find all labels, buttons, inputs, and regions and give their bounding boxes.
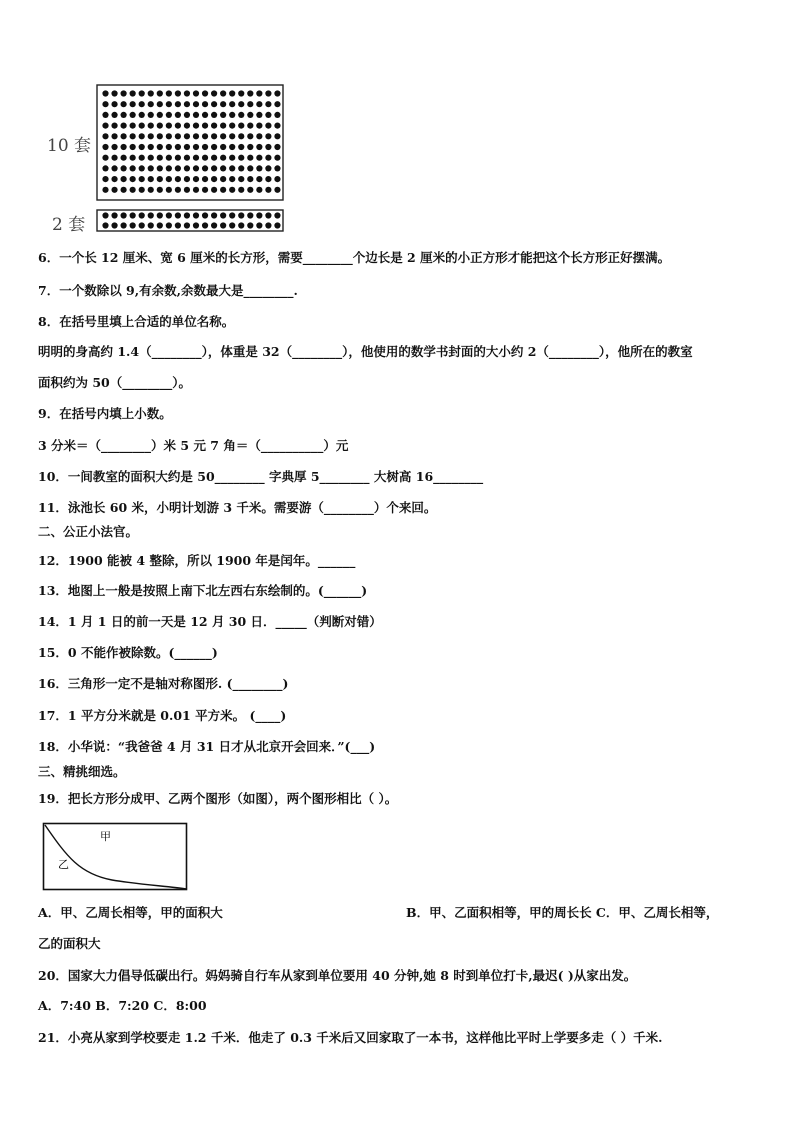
dot [211, 155, 217, 161]
dot [121, 212, 127, 218]
dot [175, 212, 181, 218]
dot [111, 101, 117, 107]
dot [238, 90, 244, 96]
dot [121, 90, 127, 96]
question-20-options: A．7:40 B．7:20 C．8:00 [38, 998, 207, 1013]
dot [247, 133, 253, 139]
dot [211, 112, 217, 118]
dot [238, 155, 244, 161]
dot [220, 112, 226, 118]
question-12: 12．1900 能被 4 整除，所以 1900 年是闰年。______ [38, 553, 356, 568]
question-21: 21．小亮从家到学校要走 1.2 千米．他走了 0.3 千米后又回家取了一本书，这样他比平时上学要多走（ ）千米. [38, 1030, 663, 1045]
dot [193, 187, 199, 193]
dot [166, 155, 172, 161]
dot [238, 165, 244, 171]
dot [148, 112, 154, 118]
dot [202, 112, 208, 118]
dot [148, 187, 154, 193]
question-8: 8．在括号里填上合适的单位名称。 [38, 314, 235, 329]
dot [265, 155, 271, 161]
dot [139, 187, 145, 193]
dot [202, 90, 208, 96]
dot [166, 133, 172, 139]
dot [184, 133, 190, 139]
dot [229, 90, 235, 96]
dot [211, 133, 217, 139]
dot [148, 155, 154, 161]
label-10-sets: 10 套 [47, 136, 92, 156]
dot [247, 165, 253, 171]
dot [130, 123, 136, 129]
dot [211, 123, 217, 129]
dot [184, 222, 190, 228]
dot [211, 165, 217, 171]
dot [121, 123, 127, 129]
q19-option-b-c: B．甲、乙面积相等，甲的周长长 C．甲、乙周长相等， [406, 905, 719, 920]
dot [256, 112, 262, 118]
dot [193, 133, 199, 139]
dot [202, 176, 208, 182]
dot [148, 222, 154, 228]
dot [256, 123, 262, 129]
dot [265, 133, 271, 139]
dot [121, 133, 127, 139]
dot [238, 123, 244, 129]
question-20: 20．国家大力倡导低碳出行。妈妈骑自行车从家到单位要用 40 分钟,她 8 时到单位打卡,最迟( )从家出发。 [38, 968, 637, 983]
dot [265, 90, 271, 96]
dot [175, 187, 181, 193]
dot [256, 187, 262, 193]
dot [193, 101, 199, 107]
dot [229, 165, 235, 171]
question-15: 15．0 不能作被除数。(______) [38, 645, 218, 660]
rectangle-figure [42, 822, 190, 894]
question-19: 19．把长方形分成甲、乙两个图形（如图），两个图形相比（ ）。 [38, 791, 398, 806]
dot [211, 212, 217, 218]
dot [220, 187, 226, 193]
dot [238, 133, 244, 139]
dot [184, 123, 190, 129]
dot [184, 90, 190, 96]
dot [229, 123, 235, 129]
question-18: 18．小华说：“我爸爸 4 月 31 日才从北京开会回来．”(___) [38, 739, 376, 754]
dot [229, 101, 235, 107]
dot [256, 212, 262, 218]
dot [139, 101, 145, 107]
dot [175, 144, 181, 150]
question-9-line: 3 分米＝（________）米 5 元 7 角＝（__________）元 [38, 438, 349, 453]
dot [202, 155, 208, 161]
dot [238, 187, 244, 193]
dot [175, 176, 181, 182]
dot [102, 187, 108, 193]
dot [111, 133, 117, 139]
dot [148, 212, 154, 218]
q19-option-c-cont: 乙的面积大 [38, 936, 101, 951]
dot [139, 222, 145, 228]
dot [238, 101, 244, 107]
dot [157, 187, 163, 193]
dot [274, 222, 280, 228]
question-11: 11．泳池长 60 米，小明计划游 3 千米。需要游（________）个来回。 [38, 500, 437, 515]
dot [256, 176, 262, 182]
dot [211, 101, 217, 107]
dot [202, 222, 208, 228]
dot [102, 165, 108, 171]
dot [130, 155, 136, 161]
dot [247, 144, 253, 150]
dot [247, 123, 253, 129]
dot [148, 176, 154, 182]
dot [274, 101, 280, 107]
dot [175, 155, 181, 161]
dot [102, 222, 108, 228]
dot [157, 133, 163, 139]
dot [102, 212, 108, 218]
dot [111, 187, 117, 193]
dot [202, 165, 208, 171]
dot [166, 212, 172, 218]
dot [211, 222, 217, 228]
dot [166, 112, 172, 118]
dot [265, 165, 271, 171]
dot [193, 155, 199, 161]
dot [238, 112, 244, 118]
dot [121, 176, 127, 182]
dot [121, 101, 127, 107]
dot [229, 212, 235, 218]
dot [220, 155, 226, 161]
dot [184, 212, 190, 218]
dot [121, 165, 127, 171]
dot [220, 222, 226, 228]
dot [111, 112, 117, 118]
dot [274, 90, 280, 96]
dot [229, 144, 235, 150]
dot [166, 165, 172, 171]
question-8-line-1: 明明的身高约 1.4（________），体重是 32（________），他使用的数学书封面的大小约 2（________），他所在的教室 [38, 344, 693, 359]
dot [202, 212, 208, 218]
dot [102, 123, 108, 129]
dot [139, 90, 145, 96]
dot [130, 222, 136, 228]
dot [102, 176, 108, 182]
dot [148, 90, 154, 96]
question-14: 14．1 月 1 日的前一天是 12 月 30 日．_____（判断对错） [38, 614, 382, 629]
dot [229, 222, 235, 228]
dot [184, 144, 190, 150]
dot [130, 212, 136, 218]
dot [256, 133, 262, 139]
dot [202, 144, 208, 150]
dot [256, 144, 262, 150]
dot [157, 155, 163, 161]
dot [211, 90, 217, 96]
dot [166, 222, 172, 228]
dot [175, 165, 181, 171]
dot [148, 133, 154, 139]
dot [265, 222, 271, 228]
dot [238, 176, 244, 182]
dot [256, 165, 262, 171]
dot [130, 187, 136, 193]
dot [166, 176, 172, 182]
dot [274, 165, 280, 171]
dot [274, 155, 280, 161]
dot-grid-svg [96, 84, 286, 234]
dot [175, 123, 181, 129]
dot [139, 165, 145, 171]
dot [202, 101, 208, 107]
dot [139, 212, 145, 218]
dot [274, 176, 280, 182]
label-2-sets: 2 套 [52, 215, 86, 235]
dot [175, 101, 181, 107]
dot [220, 144, 226, 150]
section-2-heading: 二、公正小法官。 [38, 524, 139, 539]
dot [175, 112, 181, 118]
dot [265, 112, 271, 118]
dot [247, 155, 253, 161]
dot [247, 176, 253, 182]
question-17: 17．1 平方分米就是 0.01 平方米。 (____) [38, 708, 287, 723]
dot [229, 187, 235, 193]
dot [139, 123, 145, 129]
dot [193, 176, 199, 182]
dot [121, 144, 127, 150]
dot [102, 112, 108, 118]
dot [157, 165, 163, 171]
dot [265, 176, 271, 182]
section-3-heading: 三、精挑细选。 [38, 764, 126, 779]
dot [121, 222, 127, 228]
dot [166, 187, 172, 193]
dot [121, 112, 127, 118]
dot [247, 101, 253, 107]
dot [184, 176, 190, 182]
dot [247, 212, 253, 218]
dot [148, 144, 154, 150]
q19-option-a: A．甲、乙周长相等，甲的面积大 [38, 905, 223, 920]
dot [139, 176, 145, 182]
dot [111, 155, 117, 161]
dot [175, 222, 181, 228]
dot [166, 144, 172, 150]
dot [139, 155, 145, 161]
bottom-dot-grid [102, 212, 280, 228]
dot [130, 176, 136, 182]
dot [229, 155, 235, 161]
dot [220, 101, 226, 107]
dot [184, 112, 190, 118]
dot [202, 133, 208, 139]
dot [111, 123, 117, 129]
dividing-curve [45, 825, 187, 889]
dot [175, 133, 181, 139]
dot [193, 165, 199, 171]
dot [111, 165, 117, 171]
dot [193, 123, 199, 129]
dot [175, 90, 181, 96]
dot [157, 90, 163, 96]
dot [184, 187, 190, 193]
dot [130, 101, 136, 107]
dot [265, 101, 271, 107]
dot [193, 90, 199, 96]
dot [157, 176, 163, 182]
dot [111, 212, 117, 218]
dot [111, 144, 117, 150]
dot [265, 212, 271, 218]
dot [193, 112, 199, 118]
dot [220, 133, 226, 139]
dot [111, 90, 117, 96]
dot [256, 222, 262, 228]
dot [102, 144, 108, 150]
dot [229, 112, 235, 118]
dot [193, 144, 199, 150]
dot [121, 187, 127, 193]
dot [102, 101, 108, 107]
dot [111, 222, 117, 228]
dot [166, 123, 172, 129]
dot [148, 165, 154, 171]
dot [157, 112, 163, 118]
dot [256, 101, 262, 107]
question-8-line-2: 面积约为 50（________）。 [38, 375, 191, 390]
dot [130, 90, 136, 96]
rectangle-outline [44, 824, 187, 890]
dot [157, 222, 163, 228]
dot [220, 123, 226, 129]
dot [247, 187, 253, 193]
dot [211, 187, 217, 193]
dot [220, 212, 226, 218]
dot [229, 133, 235, 139]
question-10: 10．一间教室的面积大约是 50________ 字典厚 5________ 大树高 16________ [38, 469, 484, 484]
dot [193, 212, 199, 218]
dot [238, 222, 244, 228]
dot [193, 222, 199, 228]
dot [274, 144, 280, 150]
dot [157, 123, 163, 129]
dot [220, 165, 226, 171]
dot [157, 144, 163, 150]
dot [274, 212, 280, 218]
question-9: 9．在括号内填上小数。 [38, 406, 172, 421]
dot [184, 165, 190, 171]
dot [166, 101, 172, 107]
question-13: 13．地图上一般是按照上南下北左西右东绘制的。(______) [38, 583, 368, 598]
dot [256, 155, 262, 161]
dot [102, 155, 108, 161]
dot [265, 123, 271, 129]
dot [247, 222, 253, 228]
dot [130, 144, 136, 150]
dot [139, 144, 145, 150]
dot [157, 101, 163, 107]
dot [130, 133, 136, 139]
label-yi: 乙 [58, 858, 69, 871]
dot [202, 187, 208, 193]
dot [247, 90, 253, 96]
dot [184, 155, 190, 161]
label-jia: 甲 [100, 830, 111, 843]
dot [148, 123, 154, 129]
question-7: 7．一个数除以 9,有余数,余数最大是________. [38, 283, 298, 298]
dot [220, 176, 226, 182]
dot [148, 101, 154, 107]
dot [166, 90, 172, 96]
dot [139, 112, 145, 118]
dot [211, 176, 217, 182]
dot [139, 133, 145, 139]
dot [130, 112, 136, 118]
dot [121, 155, 127, 161]
dot [111, 176, 117, 182]
dot [238, 144, 244, 150]
dot [202, 123, 208, 129]
dot [274, 187, 280, 193]
question-16: 16．三角形一定不是轴对称图形. (________) [38, 676, 289, 691]
dot [184, 101, 190, 107]
dot [211, 144, 217, 150]
dot [274, 112, 280, 118]
dot [247, 112, 253, 118]
dot [229, 176, 235, 182]
dot [238, 212, 244, 218]
dot [102, 90, 108, 96]
dot [102, 133, 108, 139]
top-dot-grid [102, 90, 280, 192]
question-6: 6．一个长 12 厘米、宽 6 厘米的长方形，需要________个边长是 2 厘米的小正方形才能把这个长方形正好摆满。 [38, 250, 671, 265]
dot [265, 187, 271, 193]
dot [265, 144, 271, 150]
dot [220, 90, 226, 96]
dot [157, 212, 163, 218]
dot [130, 165, 136, 171]
dot [274, 123, 280, 129]
dot [256, 90, 262, 96]
dot [274, 133, 280, 139]
